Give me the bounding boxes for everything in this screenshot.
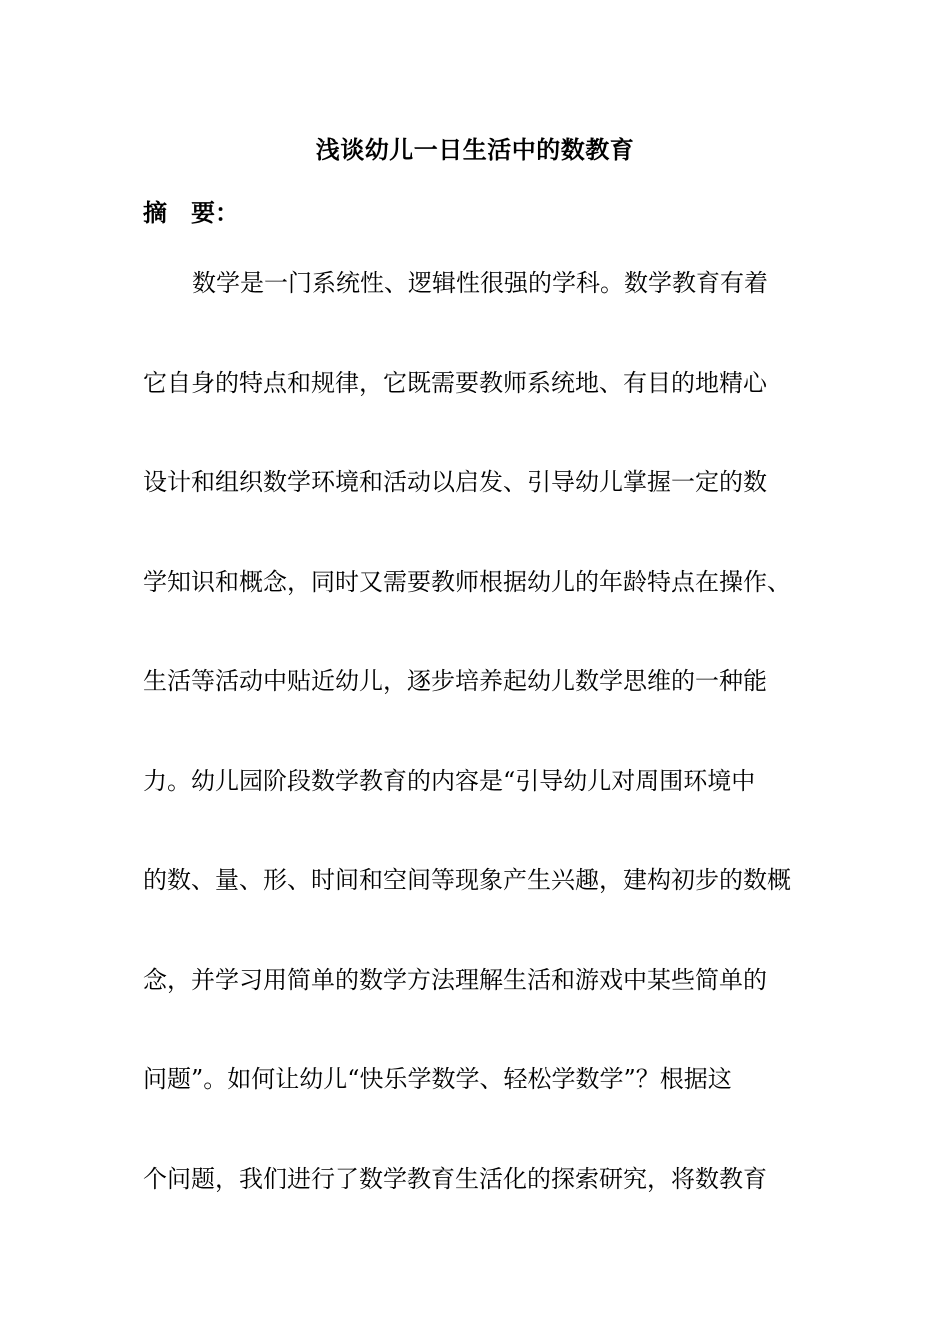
paragraph-line: 学知识和概念，同时又需要教师根据幼儿的年龄特点在操作、 — [143, 567, 791, 596]
abstract-body — [143, 266, 815, 1261]
paragraph-line: 个问题，我们进行了数学教育生活化的探索研究，将数教育 — [143, 1164, 767, 1193]
paragraph-line: 的数、量、形、时间和空间等现象产生兴趣，建构初步的数概 — [143, 866, 791, 894]
document-title: 浅谈幼儿一日生活中的数教育 — [315, 135, 635, 164]
paragraph-line: 问题”。如何让幼儿“快乐学数学、轻松学数学”？根据这 — [143, 1065, 732, 1093]
paragraph-line: 念，并学习用简单的数学方法理解生活和游戏中某些简单的 — [143, 965, 767, 994]
paragraph-line: 它自身的特点和规律，它既需要教师系统地、有目的地精心 — [143, 368, 767, 397]
abstract-label: 摘 要： — [143, 198, 239, 227]
paragraph-line: 数学是一门系统性、逻辑性很强的学科。数学教育有着 — [192, 269, 768, 297]
paragraph-line: 力。幼儿园阶段数学教育的内容是“引导幼儿对周围环境中 — [143, 766, 756, 795]
paragraph-line: 生活等活动中贴近幼儿，逐步培养起幼儿数学思维的一种能 — [143, 667, 767, 695]
paragraph-line: 设计和组织数学环境和活动以启发、引导幼儿掌握一定的数 — [143, 468, 767, 496]
